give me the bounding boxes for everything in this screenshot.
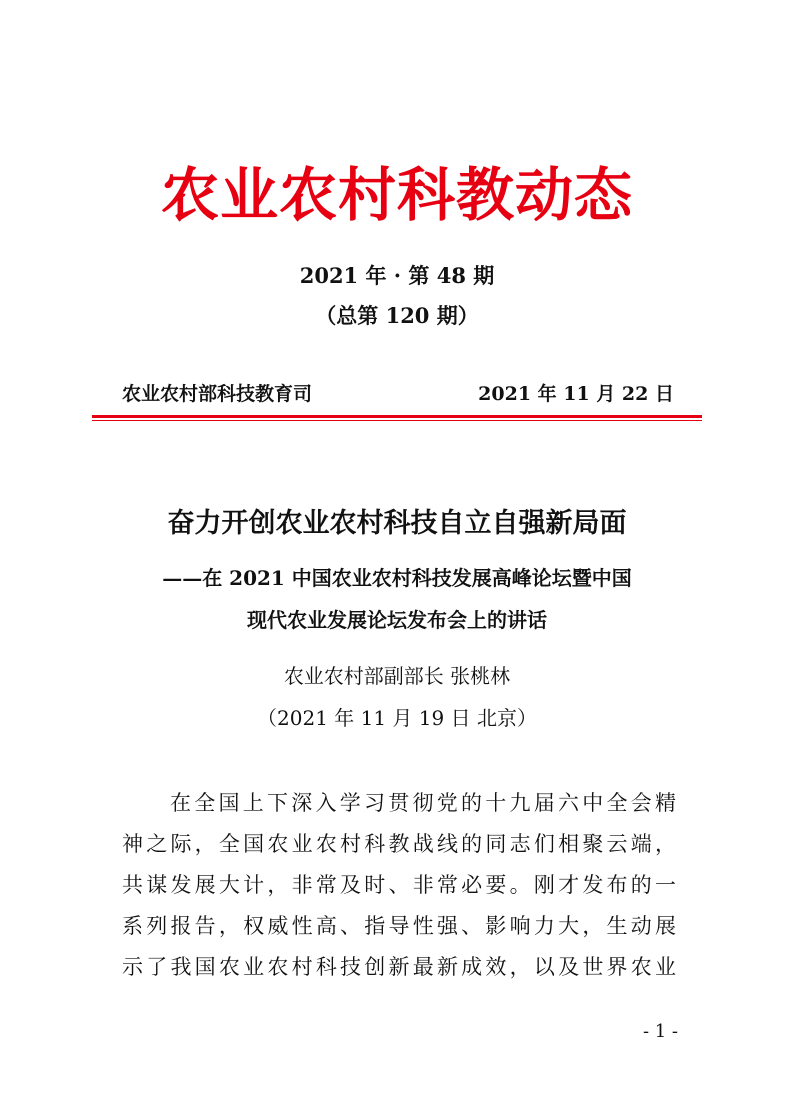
body-line: 系列报告，权威性高、指导性强、影响力大，生动展 <box>122 914 676 938</box>
body-line: 示了我国农业农村科技创新最新成效，以及世界农业 <box>122 955 676 979</box>
header-divider-thick <box>92 415 702 418</box>
article-author: 农业农村部副部长 张桃林 <box>283 664 511 688</box>
issuing-department: 农业农村部科技教育司 <box>122 383 313 405</box>
article-subtitle-line-1: ——在 2021 中国农业农村科技发展高峰论坛暨中国 <box>162 566 632 590</box>
issue-number: 2021 年 · 第 48 期 <box>299 263 495 288</box>
article-date-place: （2021 年 11 月 19 日 北京） <box>257 706 537 730</box>
page-number: - 1 - <box>642 1021 678 1042</box>
issue-date: 2021 年 11 月 22 日 <box>478 383 674 405</box>
body-line: 共谋发展大计，非常及时、非常必要。刚才发布的一 <box>122 873 676 897</box>
masthead-title: 农业农村科教动态 <box>160 161 633 229</box>
issue-total: （总第 120 期） <box>315 303 479 328</box>
article-subtitle-line-2: 现代农业发展论坛发布会上的讲话 <box>247 608 547 632</box>
header-divider-thin <box>92 420 702 421</box>
body-line: 在全国上下深入学习贯彻党的十九届六中全会精 <box>170 791 676 815</box>
body-line: 神之际，全国农业农村科教战线的同志们相聚云端， <box>122 832 676 856</box>
article-title: 奋力开创农业农村科技自立自强新局面 <box>167 508 627 539</box>
